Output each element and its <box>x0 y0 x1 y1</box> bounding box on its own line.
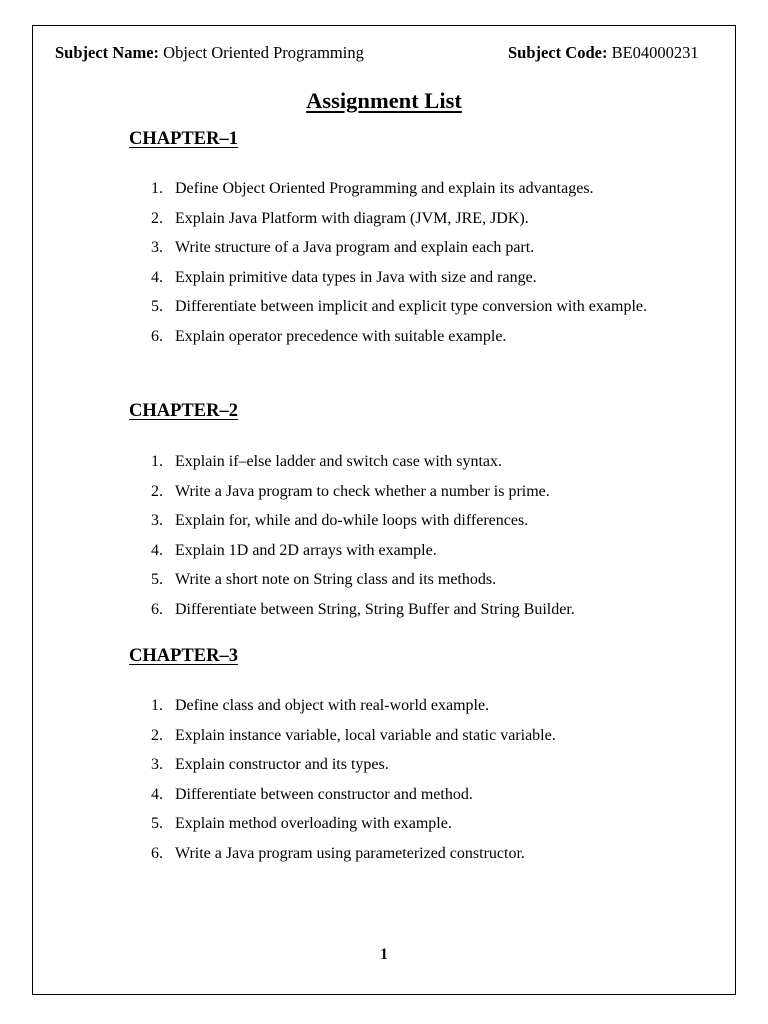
subject-code <box>508 43 699 63</box>
subject-code-value: BE04000231 <box>611 43 699 62</box>
chapter-1-questions <box>129 174 695 351</box>
document-title <box>33 88 735 114</box>
question-item: 1. Explain if–else ladder and switch case with syntax. <box>151 453 503 470</box>
question-item: 1. Define class and object with real-world example. <box>151 697 490 714</box>
subject-name-label: Subject Name: <box>55 43 160 62</box>
subject-code-label: Subject Code: <box>508 43 608 62</box>
question-item: 5. Write a short note on String class and its methods. <box>151 571 497 588</box>
page-header <box>55 43 699 65</box>
question-item: 4. Differentiate between constructor and method. <box>151 785 473 803</box>
question-item: 4. Explain primitive data types in Java with size and range. <box>151 268 537 286</box>
question-item: 5. Differentiate between implicit and explicit type conversion with example. <box>151 298 647 315</box>
question-item: 2. Explain instance variable, local variable and static variable. <box>151 726 556 744</box>
question-item: 1. Define Object Oriented Programming and explain its advantages. <box>151 180 594 197</box>
subject-name-value: Object Oriented Programming <box>163 43 364 62</box>
chapter-2-questions <box>129 447 695 624</box>
question-item: 6. Write a Java program using parameterized constructor. <box>151 844 525 862</box>
question-item: 6. Differentiate between String, String Buffer and String Builder. <box>151 600 575 618</box>
question-item: 2. Explain Java Platform with diagram (JVM, JRE, JDK). <box>151 209 529 227</box>
chapter-3-questions <box>129 691 695 868</box>
question-item: 3. Write structure of a Java program and explain each part. <box>151 239 535 256</box>
question-item: 4. Explain 1D and 2D arrays with example. <box>151 541 437 559</box>
chapter-3-heading: CHAPTER–3 <box>129 646 238 666</box>
page-number: 1 <box>380 946 388 963</box>
question-item: 2. Write a Java program to check whether a number is prime. <box>151 482 550 500</box>
question-item: 3. Explain constructor and its types. <box>151 756 389 773</box>
chapter-2-heading: CHAPTER–2 <box>129 401 238 421</box>
subject-name <box>55 43 364 63</box>
question-item: 3. Explain for, while and do-while loops with differences. <box>151 512 529 529</box>
document-title-text: Assignment List <box>306 88 462 113</box>
page-border <box>32 25 736 995</box>
question-item: 6. Explain operator precedence with suitable example. <box>151 327 507 345</box>
question-item: 5. Explain method overloading with example. <box>151 815 452 832</box>
chapter-1-heading: CHAPTER–1 <box>129 129 238 149</box>
